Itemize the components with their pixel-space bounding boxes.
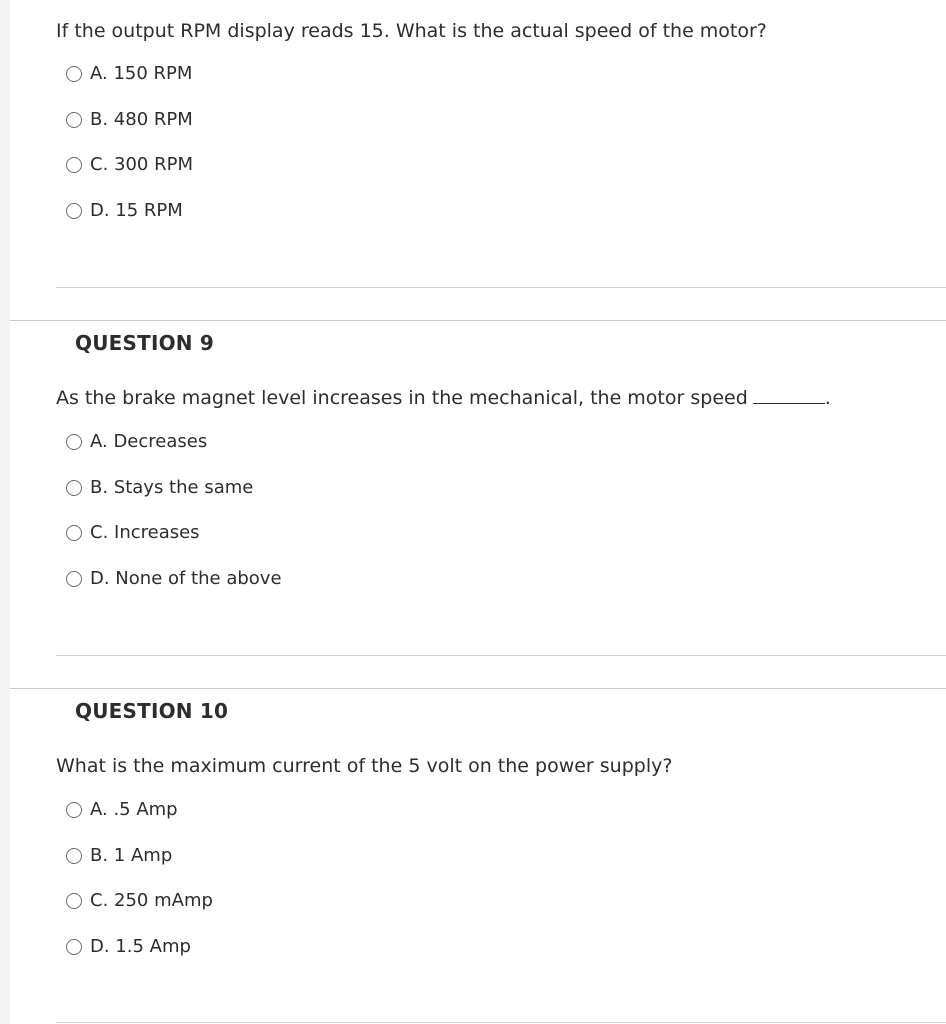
- question-10-option-c[interactable]: [66, 890, 213, 911]
- question-8-option-b[interactable]: [66, 109, 193, 130]
- radio-button[interactable]: [66, 157, 82, 173]
- radio-button[interactable]: [66, 434, 82, 450]
- option-label: C. Increases: [90, 522, 200, 543]
- question-10-divider: [56, 1022, 946, 1023]
- question-10-option-a[interactable]: [66, 799, 178, 820]
- radio-button[interactable]: [66, 525, 82, 541]
- question-9-option-b[interactable]: [66, 477, 253, 498]
- question-8-option-c[interactable]: [66, 154, 193, 175]
- radio-button[interactable]: [66, 893, 82, 909]
- option-label: D. None of the above: [90, 568, 282, 589]
- radio-button[interactable]: [66, 203, 82, 219]
- question-9-title: QUESTION 9: [75, 331, 215, 355]
- option-label: B. Stays the same: [90, 477, 254, 498]
- radio-button[interactable]: [66, 848, 82, 864]
- question-9-prompt: As the brake magnet level increases in the mechanical, the motor speed: [56, 387, 748, 409]
- option-label: B. 480 RPM: [90, 109, 193, 130]
- radio-button[interactable]: [66, 112, 82, 128]
- radio-button[interactable]: [66, 66, 82, 82]
- question-9-option-a[interactable]: [66, 431, 207, 452]
- option-label: A. Decreases: [90, 431, 208, 452]
- question-8-divider: [56, 287, 946, 288]
- option-label: C. 300 RPM: [90, 154, 193, 175]
- question-9-text: [56, 387, 831, 409]
- question-10-text: What is the maximum current of the 5 volt on the power supply?: [56, 755, 673, 777]
- fill-in-blank: [753, 389, 825, 404]
- question-9-suffix: .: [824, 387, 831, 409]
- question-8-text: If the output RPM display reads 15. What is the actual speed of the motor?: [56, 20, 767, 42]
- question-separator: [10, 688, 946, 689]
- radio-button[interactable]: [66, 802, 82, 818]
- question-8-option-d[interactable]: [66, 200, 183, 221]
- option-label: D. 15 RPM: [90, 200, 183, 221]
- question-9-divider: [56, 655, 946, 656]
- option-label: A. .5 Amp: [90, 799, 178, 820]
- question-9-option-c[interactable]: [66, 522, 200, 543]
- question-10-option-b[interactable]: [66, 845, 172, 866]
- question-9-option-d[interactable]: [66, 568, 282, 589]
- option-label: D. 1.5 Amp: [90, 936, 191, 957]
- question-8-option-a[interactable]: [66, 63, 192, 84]
- option-label: A. 150 RPM: [90, 63, 193, 84]
- option-label: C. 250 mAmp: [90, 890, 213, 911]
- question-separator: [10, 320, 946, 321]
- question-10-title: QUESTION 10: [75, 699, 229, 723]
- question-10-option-d[interactable]: [66, 936, 191, 957]
- radio-button[interactable]: [66, 939, 82, 955]
- option-label: B. 1 Amp: [90, 845, 173, 866]
- left-margin-strip: [0, 0, 10, 1024]
- radio-button[interactable]: [66, 571, 82, 587]
- radio-button[interactable]: [66, 480, 82, 496]
